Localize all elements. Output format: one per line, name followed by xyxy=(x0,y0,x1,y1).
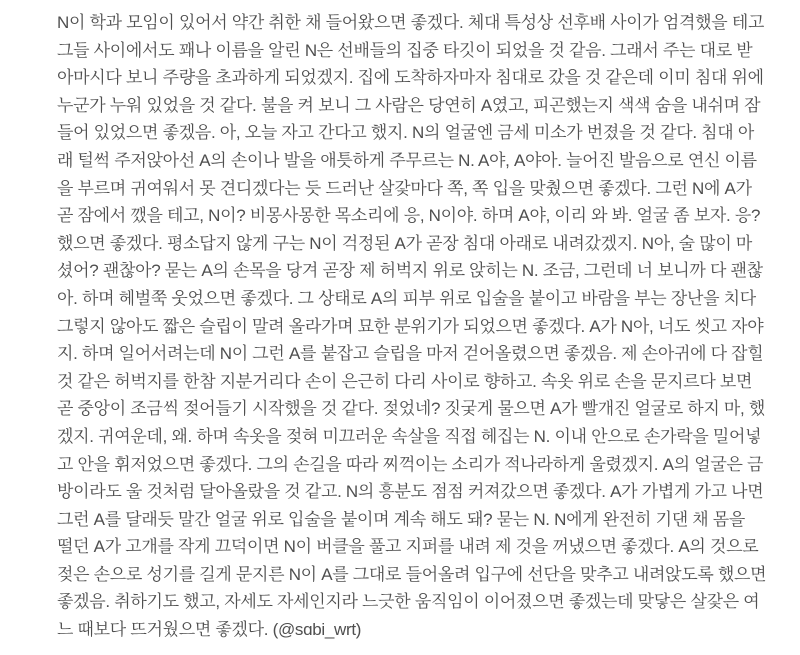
text-line: 좋겠음. 취하기도 했고, 자세도 자세인지라 느긋한 움직임이 이어졌으면 좋겠는데 맞닿은 살갗은 여 xyxy=(57,592,760,612)
text-line: 그렇지 않아도 짧은 슬립이 말려 올라가며 묘한 분위기가 되었으면 좋겠다. A가 N아, 너도 씻고 자야 xyxy=(57,316,764,336)
text-line: 을 부르며 귀여워서 못 견디겠다는 듯 드러난 살갗마다 쪽, 쪽 입을 맞췄으면 좋겠다. 그런 N에 A가 xyxy=(57,178,752,198)
text-line: 래 털썩 주저앉아선 A의 손이나 발을 애틋하게 주무르는 N. A야, A야아. 늘어진 발음으로 연신 이름 xyxy=(57,150,757,170)
text-line: N이 학과 모임이 있어서 약간 취한 채 들어왔으면 좋겠다. 체대 특성상 선후배 사이가 엄격했을 테고 xyxy=(57,13,765,32)
text-line: 떨던 A가 고개를 작게 끄덕이면 N이 버클을 풀고 지퍼를 내려 제 것을 꺼냈으면 좋겠다. A의 것으로 xyxy=(57,537,759,557)
text-line: 곧 잠에서 깼을 테고, N이? 비몽사몽한 목소리에 응, N이야. 하며 A야, 이리 와 봐. 얼굴 좀 보자. 응? xyxy=(57,206,761,226)
story-text xyxy=(57,9,767,644)
text-line: 느 때보다 뜨거웠으면 좋겠다. (@sɑbi_wrt) xyxy=(57,620,362,640)
text-line: 셨어? 괜찮아? 묻는 A의 손목을 당겨 곧장 제 허벅지 위로 앉히는 N. 조금, 그런데 너 보니까 다 괜찮 xyxy=(57,261,763,281)
text-line: 했으면 좋겠다. 평소답지 않게 구는 N이 걱정된 A가 곧장 침대 아래로 내려갔겠지. N아, 술 많이 마 xyxy=(57,233,753,253)
text-line: 아마시다 보니 주량을 초과하게 되었겠지. 집에 도착하자마자 침대로 갔을 것 같은데 이미 침대 위에 xyxy=(57,68,764,88)
text-line: 그런 A를 달래듯 말간 얼굴 위로 입술을 붙이며 계속 해도 돼? 묻는 N. N에게 완전히 기댄 채 몸을 xyxy=(57,509,746,529)
text-line: 고 안을 휘저었으면 좋겠다. 그의 손길을 따라 찌꺽이는 소리가 적나라하게 울렸겠지. A의 얼굴은 금 xyxy=(57,454,764,474)
text-line: 겠지. 귀여운데, 왜. 하며 속옷을 젖혀 미끄러운 속살을 직접 헤집는 N. 이내 안으로 손가락을 밀어넣 xyxy=(57,426,762,446)
text-line: 젖은 손으로 성기를 길게 문지른 N이 A를 그대로 들어올려 입구에 선단을 맞추고 내려앉도록 했으면 xyxy=(57,564,767,584)
text-line: 방이라도 울 것처럼 달아올랐을 것 같고. N의 흥분도 점점 커져갔으면 좋겠다. A가 가볍게 가고 나면 xyxy=(57,482,764,502)
text-line: 그들 사이에서도 꽤나 이름을 알린 N은 선배들의 집중 타깃이 되었을 것 같음. 그래서 주는 대로 받 xyxy=(57,40,753,60)
text-line: 누군가 누워 있었을 것 같다. 불을 켜 보니 그 사람은 당연히 A였고, 피곤했는지 색색 숨을 내쉬며 잠 xyxy=(57,95,761,115)
text-line: 들어 있었으면 좋겠음. 아, 오늘 자고 간다고 했지. N의 얼굴엔 금세 미소가 번졌을 것 같다. 침대 아 xyxy=(57,123,754,143)
text-line: 곧 중앙이 조금씩 젖어들기 시작했을 것 같다. 젖었네? 짓궂게 물으면 A가 빨개진 얼굴로 하지 마, 했 xyxy=(57,399,766,419)
text-line: 것 같은 허벅지를 한참 지분거리다 손이 은근히 다리 사이로 향하고. 속옷 위로 손을 문지르다 보면 xyxy=(57,371,753,391)
text-line: 지. 하며 일어서려는데 N이 그런 A를 붙잡고 슬립을 마저 걷어올렸으면 좋겠음. 제 손아귀에 다 잡힐 xyxy=(57,344,764,364)
text-line: 아. 하며 헤벌쭉 웃었으면 좋겠다. 그 상태로 A의 피부 위로 입술을 붙이고 바람을 부는 장난을 치다 xyxy=(57,288,756,308)
